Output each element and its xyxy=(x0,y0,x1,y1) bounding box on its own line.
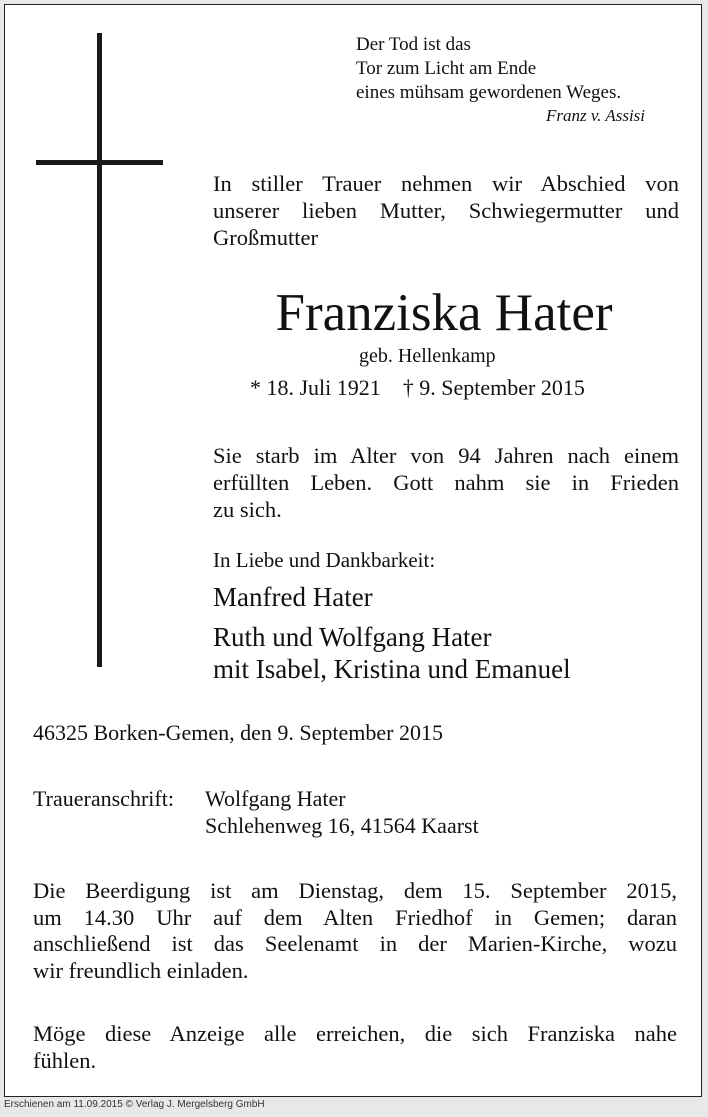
funeral-line: anschließend ist das Seelenamt in der Marien-Kirche, wozu xyxy=(33,931,677,956)
intro-line: Großmutter xyxy=(213,225,318,250)
mourners-heading: In Liebe und Dankbarkeit: xyxy=(213,548,436,572)
intro-line: In stiller Trauer nehmen wir Abschied von xyxy=(213,171,679,196)
cross-icon-bar xyxy=(36,160,163,165)
age-text xyxy=(213,442,679,523)
address-name: Wolfgang Hater xyxy=(205,786,346,811)
mourners-list xyxy=(213,581,571,685)
obituary-notice xyxy=(4,4,702,1097)
funeral-line: wir freundlich einladen. xyxy=(33,957,249,983)
life-dates xyxy=(250,375,585,401)
address-street: Schlehenweg 16, 41564 Kaarst xyxy=(205,813,479,838)
funeral-info xyxy=(33,878,677,984)
funeral-line: um 14.30 Uhr auf dem Alten Friedhof in Gemen; daran xyxy=(33,904,677,930)
funeral-line: Die Beerdigung ist am Dienstag, dem 15. September 2015, xyxy=(33,878,677,903)
quote-author: Franz v. Assisi xyxy=(546,106,646,125)
age-line: Sie starb im Alter von 94 Jahren nach einem xyxy=(213,443,679,468)
cross-icon xyxy=(97,33,102,667)
intro-text xyxy=(213,170,679,251)
quote-line: Der Tod ist das xyxy=(356,34,471,55)
address-label: Traueranschrift: xyxy=(33,786,174,811)
place-date: 46325 Borken-Gemen, den 9. September 2015 xyxy=(33,720,443,745)
closing-line: fühlen. xyxy=(33,1047,97,1073)
mourner-name: mit Isabel, Kristina und Emanuel xyxy=(213,654,571,684)
age-line: zu sich. xyxy=(213,497,282,522)
quote-line: Tor zum Licht am Ende xyxy=(356,58,537,79)
maiden-name: geb. Hellenkamp xyxy=(359,345,496,367)
birth-date: * 18. Juli 1921 xyxy=(250,375,381,400)
age-line: erfüllten Leben. Gott nahm sie in Frieden xyxy=(213,470,679,495)
closing-line: Möge diese Anzeige alle erreichen, die sich Franziska nahe xyxy=(33,1021,677,1046)
deceased-name: Franziska Hater xyxy=(275,284,613,342)
mourner-name: Manfred Hater xyxy=(213,582,373,612)
closing-text xyxy=(33,1021,677,1074)
death-date: † 9. September 2015 xyxy=(402,375,585,400)
quote xyxy=(356,33,621,105)
quote-line: eines mühsam gewordenen Weges. xyxy=(356,82,622,103)
intro-line: unserer lieben Mutter, Schwiegermutter und xyxy=(213,198,679,223)
mourner-name: Ruth und Wolfgang Hater xyxy=(213,622,492,652)
publication-footer: Erschienen am 11.09.2015 © Verlag J. Mergelsberg GmbH xyxy=(4,1099,265,1110)
